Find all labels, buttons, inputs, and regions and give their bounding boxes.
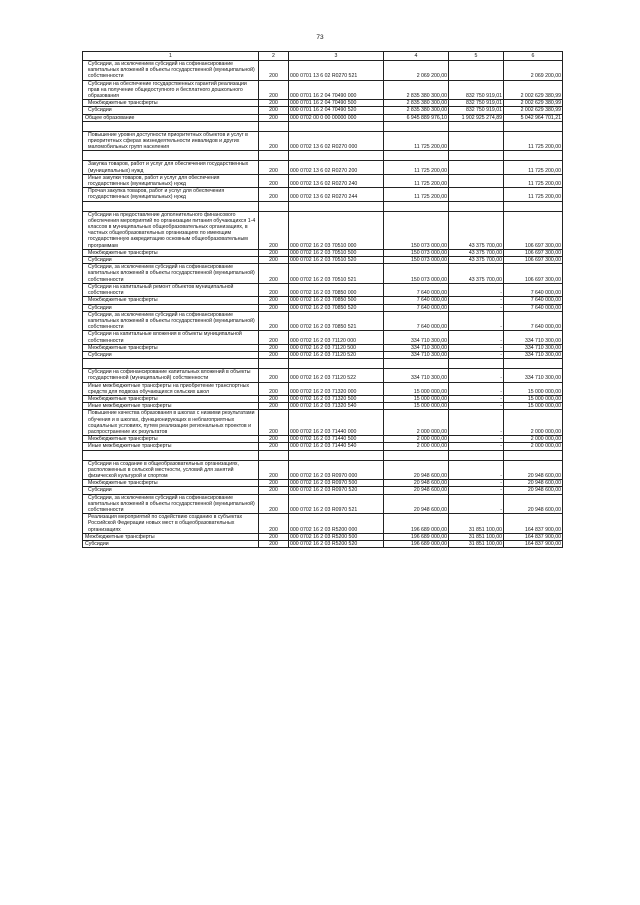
row-name: Межбюджетные трансферты <box>83 249 259 256</box>
page-number: 73 <box>316 34 324 41</box>
table-row <box>83 211 563 249</box>
row-executed-amount: - <box>449 480 504 487</box>
row-name: Субсидии на обеспечение государственных гарантий реализации прав на получение общедоступного и бесплатного дошкольного образования <box>83 80 259 100</box>
row-name: Повышение качества образования в школах с низкими результатами обучения и в школах, функционирующих в неблагоприятных социальных условиях, путем реализации региональных проектов и распространение их результатов <box>83 410 259 436</box>
row-remaining-amount: 11 725 200,00 <box>504 188 563 201</box>
row-executed-amount: - <box>449 460 504 480</box>
row-name: Прочая закупка товаров, работ и услуг для обеспечения государственных (муниципальных) нужд <box>83 188 259 201</box>
row-code: 200 <box>259 249 289 256</box>
row-remaining-amount: 11 725 200,00 <box>504 131 563 151</box>
row-approved-amount: 20 948 600,00 <box>384 480 449 487</box>
row-classification-code: 000 0702 16 2 03 R0970 520 <box>289 487 384 494</box>
row-executed-amount: - <box>449 369 504 382</box>
row-executed-amount: - <box>449 304 504 311</box>
row-name: Субсидии <box>83 541 259 548</box>
row-executed-amount: 43 375 700,00 <box>449 211 504 249</box>
row-remaining-amount: 334 710 300,00 <box>504 331 563 344</box>
row-classification-code: 000 0702 16 2 03 70850 000 <box>289 283 384 296</box>
row-remaining-amount: 20 948 600,00 <box>504 460 563 480</box>
row-remaining-amount: 11 725 200,00 <box>504 174 563 187</box>
spacer-row <box>83 359 563 369</box>
spacer-cell <box>289 201 384 211</box>
row-approved-amount: 334 710 300,00 <box>384 344 449 351</box>
budget-table <box>82 51 563 548</box>
table-row <box>83 304 563 311</box>
row-classification-code: 000 0702 16 2 03 71120 500 <box>289 344 384 351</box>
spacer-cell <box>504 151 563 161</box>
spacer-cell <box>384 450 449 460</box>
table-row <box>83 344 563 351</box>
row-classification-code: 000 0702 13 6 02 R0270 240 <box>289 174 384 187</box>
row-name: Межбюджетные трансферты <box>83 100 259 107</box>
row-code: 200 <box>259 107 289 114</box>
spacer-cell <box>384 121 449 131</box>
row-executed-amount: - <box>449 311 504 331</box>
row-executed-amount: - <box>449 297 504 304</box>
row-remaining-amount: 5 042 964 701,21 <box>504 114 563 121</box>
spacer-row <box>83 450 563 460</box>
row-classification-code: 000 0702 16 2 03 70850 520 <box>289 304 384 311</box>
row-approved-amount: 2 069 200,00 <box>384 61 449 81</box>
spacer-cell <box>259 151 289 161</box>
row-approved-amount: 15 000 000,00 <box>384 403 449 410</box>
spacer-row <box>83 201 563 211</box>
row-remaining-amount: 334 710 300,00 <box>504 351 563 358</box>
row-classification-code: 000 0702 16 2 03 R0970 000 <box>289 460 384 480</box>
row-approved-amount: 196 689 000,00 <box>384 533 449 540</box>
row-approved-amount: 11 725 200,00 <box>384 174 449 187</box>
row-approved-amount: 196 689 000,00 <box>384 541 449 548</box>
row-remaining-amount: 7 640 000,00 <box>504 311 563 331</box>
spacer-cell <box>289 450 384 460</box>
table-row <box>83 114 563 121</box>
table-row <box>83 257 563 264</box>
row-executed-amount: - <box>449 494 504 514</box>
row-code: 200 <box>259 533 289 540</box>
table-row <box>83 403 563 410</box>
row-remaining-amount: 15 000 000,00 <box>504 395 563 402</box>
row-name: Субсидии <box>83 304 259 311</box>
row-approved-amount: 2 835 380 300,00 <box>384 107 449 114</box>
spacer-cell <box>504 201 563 211</box>
row-executed-amount: - <box>449 382 504 395</box>
row-code: 200 <box>259 188 289 201</box>
row-executed-amount <box>449 188 504 201</box>
table-row <box>83 107 563 114</box>
spacer-cell <box>504 359 563 369</box>
row-classification-code: 000 0702 16 2 03 71320 000 <box>289 382 384 395</box>
row-approved-amount: 7 640 000,00 <box>384 311 449 331</box>
row-remaining-amount: 2 000 000,00 <box>504 443 563 450</box>
table-row <box>83 514 563 534</box>
row-classification-code: 000 0702 16 2 03 71440 500 <box>289 436 384 443</box>
row-remaining-amount: 334 710 300,00 <box>504 369 563 382</box>
row-approved-amount: 11 725 200,00 <box>384 188 449 201</box>
spacer-cell <box>449 121 504 131</box>
row-classification-code: 000 0701 16 2 04 70490 000 <box>289 80 384 100</box>
row-approved-amount: 11 725 200,00 <box>384 131 449 151</box>
row-executed-amount: - <box>449 410 504 436</box>
spacer-cell <box>259 201 289 211</box>
row-classification-code: 000 0701 16 2 04 70490 500 <box>289 100 384 107</box>
row-classification-code: 000 0702 16 2 03 70510 000 <box>289 211 384 249</box>
row-name: Субсидии <box>83 257 259 264</box>
row-name: Межбюджетные трансферты <box>83 533 259 540</box>
row-executed-amount: - <box>449 331 504 344</box>
spacer-cell <box>449 151 504 161</box>
row-approved-amount: 2 000 000,00 <box>384 443 449 450</box>
row-name: Субсидии на предоставление дополнительного финансового обеспечения мероприятий по организации питания обучающихся 1-4 классов в муниципальных общеобразовательных организациях, в частных общеобразовательных организациях по имеющим государственную аккредитацию основным общеобразовательным программам <box>83 211 259 249</box>
row-approved-amount: 334 710 300,00 <box>384 331 449 344</box>
row-classification-code: 000 0702 13 6 02 R0270 200 <box>289 161 384 174</box>
spacer-cell <box>259 121 289 131</box>
table-row <box>83 100 563 107</box>
row-code: 200 <box>259 382 289 395</box>
row-executed-amount: - <box>449 487 504 494</box>
spacer-cell <box>289 151 384 161</box>
row-code: 200 <box>259 311 289 331</box>
row-code: 200 <box>259 114 289 121</box>
row-code: 200 <box>259 351 289 358</box>
row-executed-amount: 31 851 100,00 <box>449 514 504 534</box>
spacer-row <box>83 151 563 161</box>
row-approved-amount: 150 073 000,00 <box>384 211 449 249</box>
row-executed-amount: 43 375 700,00 <box>449 249 504 256</box>
row-executed-amount <box>449 61 504 81</box>
row-approved-amount: 2 000 000,00 <box>384 436 449 443</box>
row-executed-amount: 1 902 925 274,89 <box>449 114 504 121</box>
row-name: Субсидии <box>83 487 259 494</box>
row-approved-amount: 150 073 000,00 <box>384 249 449 256</box>
row-executed-amount: - <box>449 443 504 450</box>
table-row <box>83 369 563 382</box>
row-code: 200 <box>259 257 289 264</box>
row-code: 200 <box>259 487 289 494</box>
row-name: Межбюджетные трансферты <box>83 297 259 304</box>
row-name: Иные закупки товаров, работ и услуг для обеспечения государственных (муниципальных) нужд <box>83 174 259 187</box>
row-classification-code: 000 0702 16 2 03 71320 500 <box>289 395 384 402</box>
table-row <box>83 249 563 256</box>
row-name: Межбюджетные трансферты <box>83 395 259 402</box>
row-classification-code: 000 0702 16 2 03 71320 540 <box>289 403 384 410</box>
spacer-cell <box>83 151 259 161</box>
row-code: 200 <box>259 403 289 410</box>
row-classification-code: 000 0702 16 2 03 71120 522 <box>289 369 384 382</box>
row-remaining-amount: 20 948 600,00 <box>504 480 563 487</box>
row-name: Субсидии <box>83 351 259 358</box>
row-executed-amount: 31 851 100,00 <box>449 541 504 548</box>
row-name: Субсидии, за исключением субсидий на софинансирование капитальных вложений в объекты государственной (муниципальной) собственности <box>83 264 259 284</box>
row-remaining-amount: 2 000 000,00 <box>504 436 563 443</box>
spacer-cell <box>83 201 259 211</box>
row-remaining-amount: 2 002 629 380,99 <box>504 107 563 114</box>
row-code: 200 <box>259 211 289 249</box>
row-approved-amount: 7 640 000,00 <box>384 297 449 304</box>
row-remaining-amount: 15 000 000,00 <box>504 382 563 395</box>
row-classification-code: 000 0702 16 2 03 70510 520 <box>289 257 384 264</box>
row-approved-amount: 2 835 380 300,00 <box>384 80 449 100</box>
row-code: 200 <box>259 395 289 402</box>
column-header: 5 <box>449 52 504 61</box>
table-row <box>83 436 563 443</box>
row-code: 200 <box>259 436 289 443</box>
row-approved-amount: 11 725 200,00 <box>384 161 449 174</box>
row-code: 200 <box>259 369 289 382</box>
table-row <box>83 395 563 402</box>
spacer-cell <box>449 359 504 369</box>
row-code: 200 <box>259 410 289 436</box>
row-remaining-amount: 164 837 900,00 <box>504 533 563 540</box>
table-row <box>83 480 563 487</box>
header-row <box>83 52 563 61</box>
row-code: 200 <box>259 264 289 284</box>
row-executed-amount: - <box>449 344 504 351</box>
row-code: 200 <box>259 331 289 344</box>
row-name: Субсидии <box>83 107 259 114</box>
row-name: Повышение уровня доступности приоритетных объектов и услуг в приоритетных сферах жизнедеятельности инвалидов и других маломобильных групп населения <box>83 131 259 151</box>
row-remaining-amount: 7 640 000,00 <box>504 297 563 304</box>
spacer-cell <box>384 201 449 211</box>
row-classification-code: 000 0702 13 6 02 R0270 000 <box>289 131 384 151</box>
row-approved-amount: 2 000 000,00 <box>384 410 449 436</box>
table-row <box>83 460 563 480</box>
row-approved-amount: 20 948 600,00 <box>384 460 449 480</box>
row-remaining-amount: 106 697 300,00 <box>504 211 563 249</box>
column-header: 1 <box>83 52 259 61</box>
row-classification-code: 000 0702 16 2 03 71120 520 <box>289 351 384 358</box>
row-code: 200 <box>259 541 289 548</box>
table-row <box>83 494 563 514</box>
row-name: Межбюджетные трансферты <box>83 436 259 443</box>
column-header: 2 <box>259 52 289 61</box>
table-row <box>83 443 563 450</box>
row-name: Субсидии, за исключением субсидий на софинансирование капитальных вложений в объекты государственной (муниципальной) собственности <box>83 311 259 331</box>
row-approved-amount: 7 640 000,00 <box>384 304 449 311</box>
row-approved-amount: 334 710 300,00 <box>384 369 449 382</box>
row-remaining-amount: 106 697 300,00 <box>504 264 563 284</box>
table-row <box>83 331 563 344</box>
row-remaining-amount: 2 002 629 380,99 <box>504 100 563 107</box>
row-classification-code: 000 0702 16 2 03 70510 521 <box>289 264 384 284</box>
row-name: Межбюджетные трансферты <box>83 480 259 487</box>
row-name: Субсидии на капитальный ремонт объектов муниципальной собственности <box>83 283 259 296</box>
spacer-cell <box>289 121 384 131</box>
row-name: Субсидии на капитальные вложения в объекты муниципальной собственности <box>83 331 259 344</box>
table-row <box>83 264 563 284</box>
row-name: Субсидии, за исключением субсидий на софинансирование капитальных вложений в объекты государственной (муниципальной) собственности <box>83 61 259 81</box>
row-classification-code: 000 0702 16 2 03 71440 540 <box>289 443 384 450</box>
row-executed-amount <box>449 161 504 174</box>
row-remaining-amount: 164 837 900,00 <box>504 541 563 548</box>
row-remaining-amount: 164 837 900,00 <box>504 514 563 534</box>
row-remaining-amount: 334 710 300,00 <box>504 344 563 351</box>
row-classification-code: 000 0702 16 2 03 70850 521 <box>289 311 384 331</box>
row-code: 200 <box>259 494 289 514</box>
row-approved-amount: 196 689 000,00 <box>384 514 449 534</box>
table-row <box>83 533 563 540</box>
table-row <box>83 188 563 201</box>
row-classification-code: 000 0702 13 6 02 R0270 244 <box>289 188 384 201</box>
row-approved-amount: 15 000 000,00 <box>384 395 449 402</box>
row-classification-code: 000 0702 16 2 03 70510 500 <box>289 249 384 256</box>
table-row <box>83 80 563 100</box>
row-remaining-amount: 2 002 629 380,99 <box>504 80 563 100</box>
row-classification-code: 000 0701 13 6 02 R0270 521 <box>289 61 384 81</box>
row-name: Субсидии на софинансирование капитальных вложений в объекты государственной (муниципальной) собственности <box>83 369 259 382</box>
row-executed-amount: 832 750 919,01 <box>449 107 504 114</box>
column-header: 6 <box>504 52 563 61</box>
row-remaining-amount: 20 948 600,00 <box>504 487 563 494</box>
row-name: Иные межбюджетные трансферты <box>83 443 259 450</box>
spacer-cell <box>504 450 563 460</box>
row-code: 200 <box>259 297 289 304</box>
row-code: 200 <box>259 443 289 450</box>
row-approved-amount: 334 710 300,00 <box>384 351 449 358</box>
table-row <box>83 297 563 304</box>
row-code: 200 <box>259 100 289 107</box>
row-approved-amount: 150 073 000,00 <box>384 264 449 284</box>
row-code: 200 <box>259 80 289 100</box>
row-executed-amount <box>449 174 504 187</box>
row-remaining-amount: 15 000 000,00 <box>504 403 563 410</box>
row-remaining-amount: 2 069 200,00 <box>504 61 563 81</box>
column-header: 4 <box>384 52 449 61</box>
row-classification-code: 000 0702 16 2 03 R0970 500 <box>289 480 384 487</box>
row-code: 200 <box>259 514 289 534</box>
spacer-cell <box>83 359 259 369</box>
row-name: Закупка товаров, работ и услуг для обеспечения государственных (муниципальных) нужд <box>83 161 259 174</box>
column-header: 3 <box>289 52 384 61</box>
row-executed-amount: 832 750 919,01 <box>449 100 504 107</box>
row-remaining-amount: 7 640 000,00 <box>504 283 563 296</box>
row-name: Общее образование <box>83 114 259 121</box>
row-code: 200 <box>259 304 289 311</box>
spacer-cell <box>289 359 384 369</box>
table-row <box>83 131 563 151</box>
row-name: Реализация мероприятий по содействию созданию в субъектах Российской Федерации новых мест в общеобразовательных организациях <box>83 514 259 534</box>
row-remaining-amount: 20 948 600,00 <box>504 494 563 514</box>
table-row <box>83 410 563 436</box>
row-executed-amount: 832 750 919,01 <box>449 80 504 100</box>
row-approved-amount: 2 835 380 300,00 <box>384 100 449 107</box>
spacer-cell <box>83 121 259 131</box>
table-row <box>83 311 563 331</box>
spacer-cell <box>449 201 504 211</box>
spacer-cell <box>384 151 449 161</box>
row-executed-amount: - <box>449 395 504 402</box>
table-row <box>83 161 563 174</box>
row-name: Субсидии на создание в общеобразовательных организациях, расположенных в сельской местности, условий для занятий физической культурой и спортом <box>83 460 259 480</box>
row-code: 200 <box>259 174 289 187</box>
row-approved-amount: 20 948 600,00 <box>384 494 449 514</box>
row-remaining-amount: 7 640 000,00 <box>504 304 563 311</box>
table-row <box>83 541 563 548</box>
table-row <box>83 382 563 395</box>
row-remaining-amount: 106 697 300,00 <box>504 257 563 264</box>
row-approved-amount: 150 073 000,00 <box>384 257 449 264</box>
table-row <box>83 283 563 296</box>
row-name: Межбюджетные трансферты <box>83 344 259 351</box>
row-approved-amount: 6 945 889 976,10 <box>384 114 449 121</box>
spacer-cell <box>449 450 504 460</box>
row-approved-amount: 20 948 600,00 <box>384 487 449 494</box>
row-code: 200 <box>259 283 289 296</box>
row-code: 200 <box>259 131 289 151</box>
table-row <box>83 351 563 358</box>
row-executed-amount: 43 375 700,00 <box>449 257 504 264</box>
row-code: 200 <box>259 460 289 480</box>
row-approved-amount: 7 640 000,00 <box>384 283 449 296</box>
row-classification-code: 000 0702 00 0 00 00000 000 <box>289 114 384 121</box>
row-classification-code: 000 0702 16 2 03 R0970 521 <box>289 494 384 514</box>
spacer-cell <box>83 450 259 460</box>
row-executed-amount: 43 375 700,00 <box>449 264 504 284</box>
row-code: 200 <box>259 344 289 351</box>
row-remaining-amount: 106 697 300,00 <box>504 249 563 256</box>
row-classification-code: 000 0701 16 2 04 70490 520 <box>289 107 384 114</box>
table-row <box>83 61 563 81</box>
row-name: Субсидии, за исключением субсидий на софинансирование капитальных вложений в объекты государственной (муниципальной) собственности <box>83 494 259 514</box>
spacer-cell <box>259 450 289 460</box>
row-executed-amount <box>449 131 504 151</box>
row-executed-amount: - <box>449 283 504 296</box>
row-classification-code: 000 0702 16 2 03 R5200 520 <box>289 541 384 548</box>
spacer-cell <box>259 359 289 369</box>
row-remaining-amount: 11 725 200,00 <box>504 161 563 174</box>
table-row <box>83 174 563 187</box>
spacer-cell <box>504 121 563 131</box>
row-executed-amount: - <box>449 351 504 358</box>
row-executed-amount: 31 851 100,00 <box>449 533 504 540</box>
row-executed-amount: - <box>449 403 504 410</box>
row-code: 200 <box>259 161 289 174</box>
row-classification-code: 000 0702 16 2 03 R5200 500 <box>289 533 384 540</box>
row-remaining-amount: 2 000 000,00 <box>504 410 563 436</box>
row-name: Иные межбюджетные трансферты <box>83 403 259 410</box>
row-classification-code: 000 0702 16 2 03 70850 500 <box>289 297 384 304</box>
row-approved-amount: 15 000 000,00 <box>384 382 449 395</box>
row-classification-code: 000 0702 16 2 03 71440 000 <box>289 410 384 436</box>
row-code: 200 <box>259 480 289 487</box>
table-row <box>83 487 563 494</box>
spacer-cell <box>384 359 449 369</box>
row-executed-amount: - <box>449 436 504 443</box>
row-classification-code: 000 0702 16 2 03 R5200 000 <box>289 514 384 534</box>
spacer-row <box>83 121 563 131</box>
row-classification-code: 000 0702 16 2 03 71120 000 <box>289 331 384 344</box>
row-code: 200 <box>259 61 289 81</box>
row-name: Иные межбюджетные трансферты на приобретение транспортных средств для подвоза обучающихся сельских школ <box>83 382 259 395</box>
